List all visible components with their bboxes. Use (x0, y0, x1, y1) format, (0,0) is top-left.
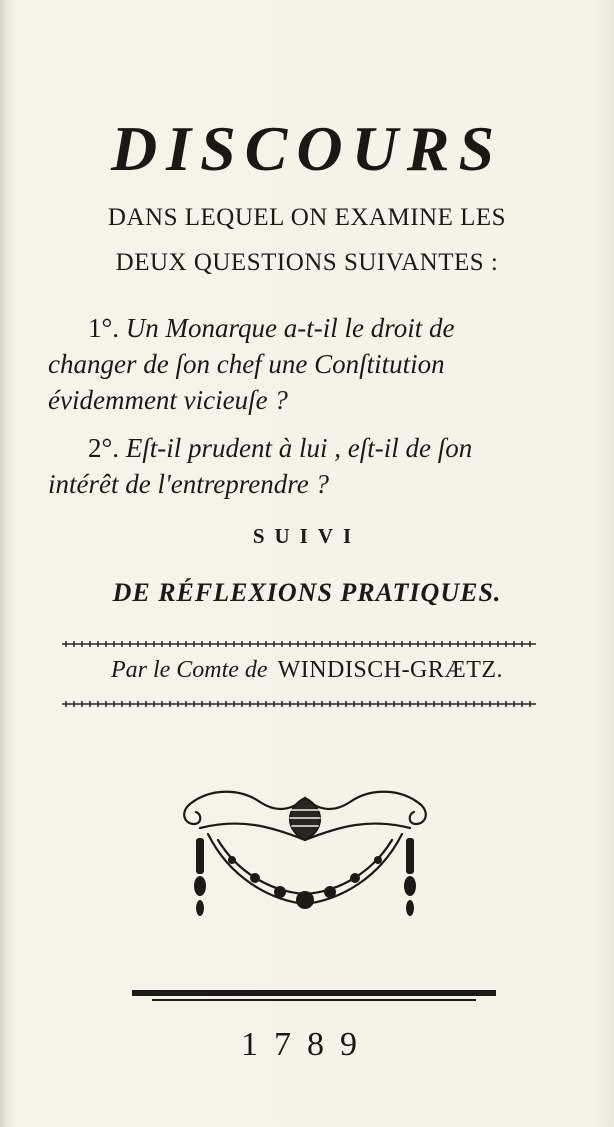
question-1-line-1 (48, 310, 554, 346)
ornamental-rule-bottom (62, 700, 536, 708)
question-2-line-1 (48, 430, 554, 466)
author-line (0, 657, 614, 684)
question-2-line-2: intérêt de l'entreprendre ? (48, 469, 329, 499)
author-name: WINDISCH-GRÆTZ. (277, 657, 504, 683)
question-2-text-1: Eſt-il prudent à lui , eſt-il de ſon (125, 433, 473, 463)
reflexions-heading: DE RÉFLEXIONS PRATIQUES. (112, 578, 502, 607)
question-1-line-2: changer de ſon chef une Conſtitution (48, 349, 445, 379)
book-title: DISCOURS (110, 113, 504, 184)
question-1-line-3: évidemment vicieuſe ? (48, 385, 288, 415)
question-1-number: 1°. (88, 313, 120, 343)
subtitle-line-1: DANS LEQUEL ON EXAMINE LES (107, 204, 507, 231)
question-1 (48, 310, 554, 418)
ornamental-rule-top (62, 640, 536, 648)
subtitle-line-2: DEUX QUESTIONS SUIVANTES : (115, 249, 499, 276)
question-2 (48, 430, 554, 502)
suivi-label: SUIVI (252, 524, 362, 548)
author-prefix: Par le Comte de (110, 657, 268, 683)
question-1-text-1: Un Monarque a-t-il le droit de (125, 313, 455, 343)
thick-rule (132, 988, 496, 1006)
publication-year: 1789 (241, 1026, 373, 1063)
decorative-vignette (170, 768, 440, 928)
question-2-number: 2°. (88, 433, 120, 463)
